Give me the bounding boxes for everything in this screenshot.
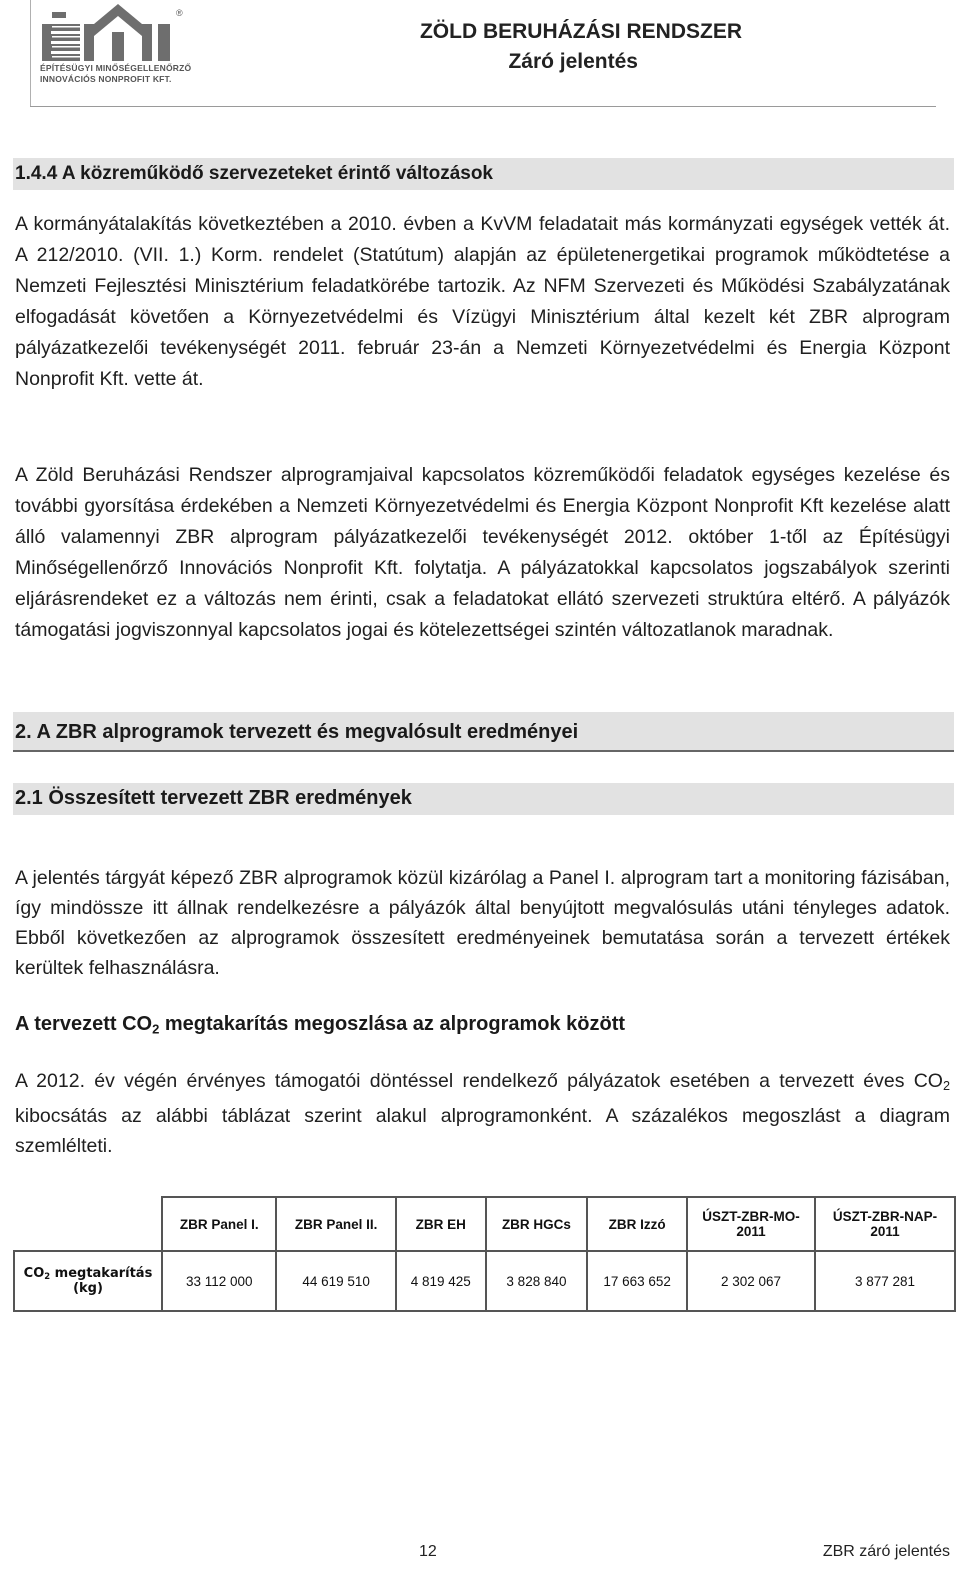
para-text-pre: A 2012. év végén érvényes támogatói döntéssel rendelkező pályázatok esetében a tervezett éves CO bbox=[15, 1070, 943, 1092]
row-label-pre: CO bbox=[23, 1265, 45, 1281]
paragraph-government-restructuring: A kormányátalakítás következtében a 2010. évben a KvVM feladatait más kormányzati egységek vették át. A 212/2010. (VII. 1.) Korm. rendelet (Statútum) alapján az épületenergetikai programok működtetése a Nemzeti Fejlesztési Minisztérium feladatkörébe tartozik. Az NFM Szervezeti és Működési Szabályzatának elfogadását követően a Környezetvédelmi és Vízügyi Minisztérium által kezelt két ZBR alprogram pályázatkezelői tevékenységét 2011. február 23-án a Nemzeti Környezetvédelmi és Energia Központ Nonprofit Kft. vette át. bbox=[15, 213, 950, 390]
row-label-subscript: 2 bbox=[44, 1271, 51, 1282]
table-cell: 17 663 652 bbox=[587, 1251, 687, 1311]
document-subtitle: Záró jelentés bbox=[508, 50, 638, 73]
co2-savings-table bbox=[13, 1196, 956, 1312]
table-col-header: ZBR HGCs bbox=[486, 1197, 588, 1251]
table-col-header: ZBR Panel I. bbox=[162, 1197, 276, 1251]
table-corner-cell bbox=[14, 1197, 162, 1251]
subheading-subscript: 2 bbox=[152, 1021, 160, 1037]
subheading-text-pre: A tervezett CO bbox=[15, 1013, 153, 1035]
section-heading-2: 2. A ZBR alprogramok tervezett és megvalósult eredményei bbox=[13, 712, 954, 752]
logo-company-line2: INNOVÁCIÓS NONPROFIT KFT. bbox=[40, 74, 172, 84]
table-cell: 2 302 067 bbox=[687, 1251, 815, 1311]
footer-label: ZBR záró jelentés bbox=[822, 1543, 950, 1560]
table-cell: 44 619 510 bbox=[276, 1251, 395, 1311]
table-cell: 3 828 840 bbox=[486, 1251, 588, 1311]
table-col-header: ZBR Izzó bbox=[587, 1197, 687, 1251]
registered-mark: ® bbox=[176, 8, 183, 18]
section-heading-2-1: 2.1 Összesített tervezett ZBR eredmények bbox=[13, 783, 954, 815]
document-title: ZÖLD BERUHÁZÁSI RENDSZER bbox=[419, 20, 742, 43]
header-left-rule bbox=[30, 0, 31, 107]
page-header bbox=[0, 0, 960, 110]
para-text-post: kibocsátás az alábbi táblázat szerint alakul alprogramonként. A százalékos megoszlást a diagram szemlélteti. bbox=[15, 1105, 950, 1158]
table-row bbox=[14, 1251, 955, 1311]
table-row-label bbox=[14, 1251, 162, 1311]
table-header-row bbox=[14, 1197, 955, 1251]
emi-logo bbox=[38, 2, 192, 86]
table-col-header: ÚSZT-ZBR-MO-2011 bbox=[687, 1197, 815, 1251]
section-heading-1-4-4: 1.4.4 A közreműködő szervezeteket érintő változások bbox=[13, 158, 954, 190]
subheading-co2-distribution bbox=[15, 1013, 625, 1036]
paragraph-co2-table-intro bbox=[15, 1066, 950, 1161]
paragraph-report-scope: A jelentés tárgyát képező ZBR alprogramok közül kizárólag a Panel I. alprogram tart a monitoring fázisában, így mindössze itt állnak rendelkezésre a pályázók által benyújtott megvalósulás utáni tényleges adatok. Ebből következően az alprogramok összesített eredményeinek bemutatása során a tervezett értékek kerültek felhasználásra. bbox=[15, 867, 950, 979]
table-col-header: ZBR Panel II. bbox=[276, 1197, 395, 1251]
paragraph-zbr-administration: A Zöld Beruházási Rendszer alprogramjaival kapcsolatos közreműködői feladatok egységes kezelése és további gyorsítása érdekében a Nemzeti Környezetvédelmi és Energia Központ Nonprofit Kft kezelése alatt álló valamennyi ZBR alprogram pályázatkezelői tevékenységét 2012. október 1-től az Építésügyi Minőségellenőrző Innovációs Nonprofit Kft. folytatja. A pályázatokkal kapcsolatos jogszabályok szerinti eljárásrendeket ez a változás nem érinti, csak a feladatokat ellátó szervezeti struktúra eltérő. A pályázók támogatási jogviszonnyal kapcsolatos jogai és kötelezettségei szintén változatlanok maradnak. bbox=[15, 464, 950, 641]
table-cell: 33 112 000 bbox=[162, 1251, 276, 1311]
logo-company-line1: ÉPÍTÉSÜGYI MINŐSÉGELLENŐRZŐ bbox=[40, 63, 192, 73]
table-cell: 3 877 281 bbox=[815, 1251, 955, 1311]
table-col-header: ÚSZT-ZBR-NAP-2011 bbox=[815, 1197, 955, 1251]
page-number: 12 bbox=[419, 1543, 437, 1560]
subheading-text-post: megtakarítás megoszlása az alprogramok között bbox=[159, 1013, 626, 1035]
table-cell: 4 819 425 bbox=[396, 1251, 486, 1311]
table-col-header: ZBR EH bbox=[396, 1197, 486, 1251]
emi-logo-mark bbox=[38, 2, 188, 62]
para-subscript: 2 bbox=[942, 1079, 950, 1094]
row-label-post: megtakarítás (kg) bbox=[50, 1265, 153, 1297]
header-bottom-rule bbox=[30, 106, 936, 107]
